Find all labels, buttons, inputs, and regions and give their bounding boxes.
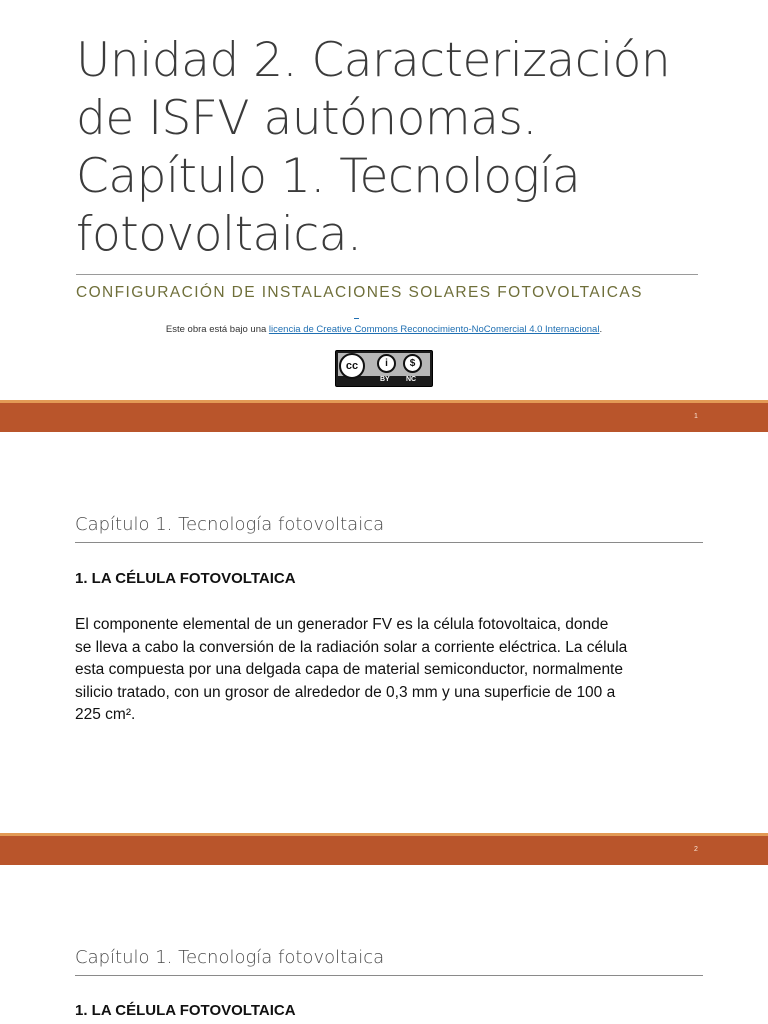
content-slide — [0, 432, 768, 830]
link-dash — [354, 318, 359, 319]
chapter-title: Capítulo 1. Tecnología fotovoltaica — [75, 514, 385, 535]
section-heading: 1. LA CÉLULA FOTOVOLTAICA — [75, 570, 296, 587]
paragraph-line: silicio tratado, con un grosor de alrededor de 0,3 mm y una superficie de 100 a — [75, 683, 616, 701]
chapter-divider — [75, 975, 703, 976]
title-slide — [0, 0, 768, 400]
slide-footer-band — [0, 833, 768, 865]
license-suffix: . — [599, 324, 603, 335]
paragraph-line: 225 cm². — [75, 706, 136, 723]
page-number: 2 — [694, 846, 698, 853]
title-divider — [76, 274, 698, 275]
paragraph-line: El componente elemental de un generador FV es la célula fotovoltaica, donde — [75, 616, 609, 633]
title-line: Unidad 2. Caracterización — [76, 33, 671, 88]
attribution-icon: i — [377, 354, 396, 373]
creative-commons-badge[interactable] — [335, 350, 433, 387]
noncommercial-icon: $ — [403, 354, 422, 373]
license-prefix: Este obra está bajo una — [165, 324, 269, 335]
section-heading: 1. LA CÉLULA FOTOVOLTAICA — [75, 1002, 296, 1019]
chapter-divider — [75, 542, 703, 543]
page-number: 1 — [694, 413, 698, 420]
license-notice — [0, 324, 768, 335]
content-slide — [0, 865, 768, 1024]
presentation-title — [76, 32, 716, 264]
by-label: BY — [380, 376, 390, 383]
paragraph-line: se lleva a cabo la conversión de la radiación solar a corriente eléctrica. La célula — [75, 638, 628, 656]
title-line: de ISFV autónomas. — [76, 91, 537, 146]
slide-footer-band — [0, 400, 768, 432]
nc-label: NC — [406, 376, 417, 383]
body-paragraph — [75, 614, 705, 727]
paragraph-line: esta compuesta por una delgada capa de material semiconductor, normalmente — [75, 661, 623, 678]
presentation-subtitle: CONFIGURACIÓN DE INSTALACIONES SOLARES FOTOVOLTAICAS — [76, 284, 643, 301]
title-line: Capítulo 1. Tecnología — [76, 149, 581, 204]
cc-icon: cc — [339, 353, 365, 379]
license-link[interactable]: licencia de Creative Commons Reconocimiento-NoComercial 4.0 Internacional — [268, 324, 600, 335]
title-line: fotovoltaica. — [76, 207, 362, 262]
chapter-title: Capítulo 1. Tecnología fotovoltaica — [75, 947, 385, 968]
